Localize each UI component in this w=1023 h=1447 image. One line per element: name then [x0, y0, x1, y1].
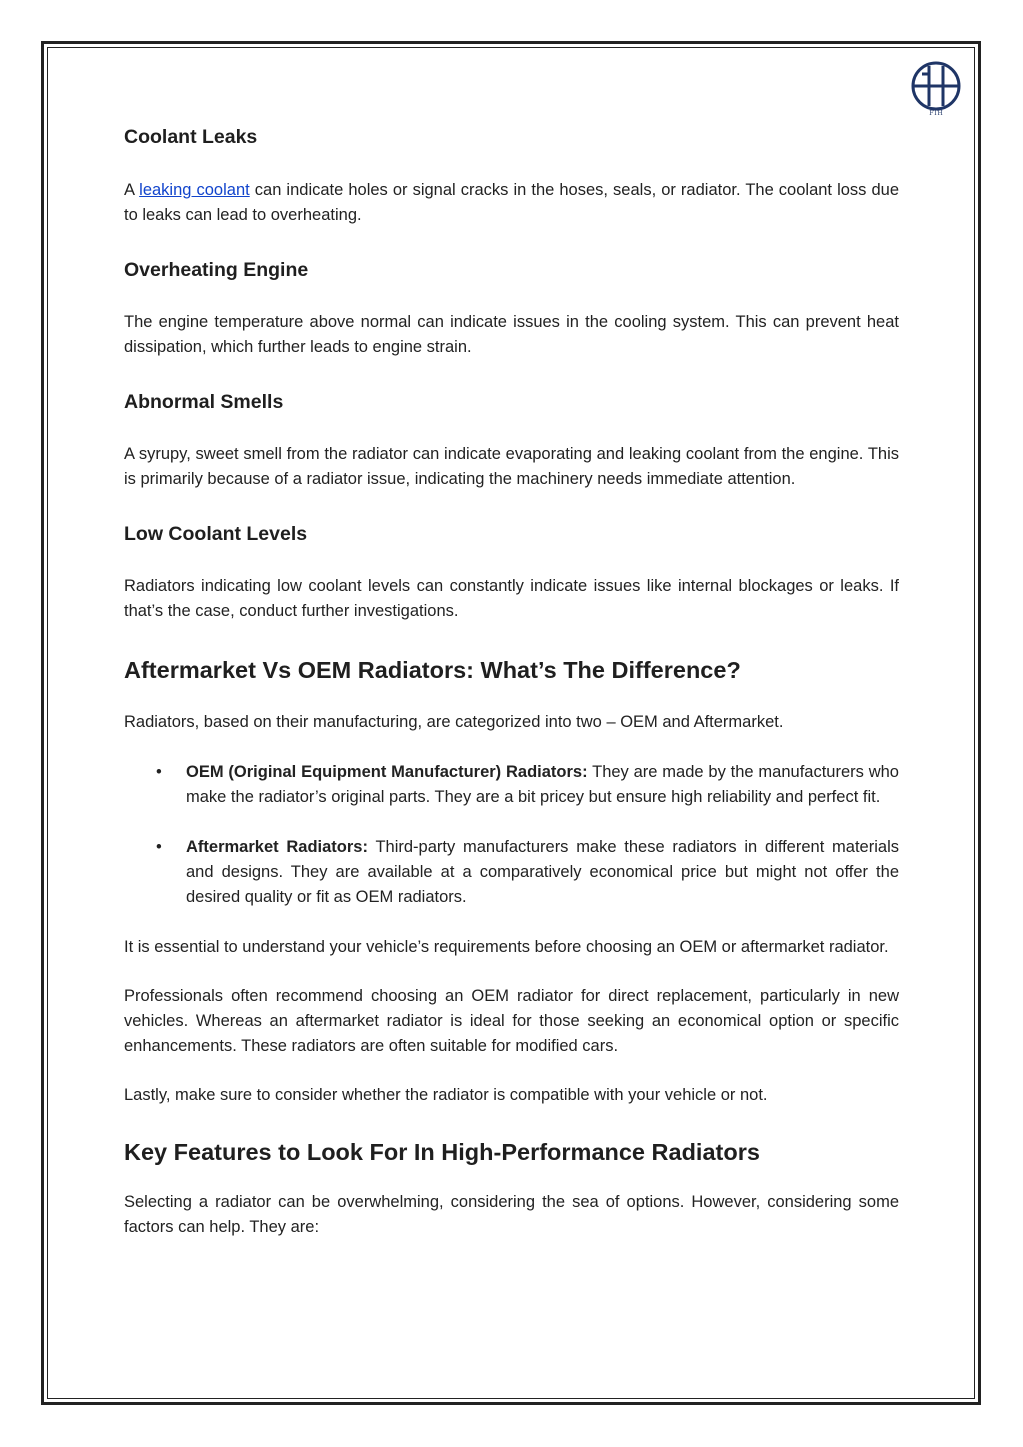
- list-item-text: They are made by the manufacturers who make the radiator’s original parts. They are a bit pricey but ensure high reliability and perfect fit.: [186, 763, 899, 806]
- paragraph-compatibility: Lastly, make sure to consider whether the radiator is compatible with your vehicle or not.: [124, 1086, 768, 1104]
- logo-text: FTH: [929, 110, 943, 116]
- list-item-title: OEM (Original Equipment Manufacturer) Radiators:: [186, 763, 588, 781]
- list-item-aftermarket: [124, 835, 899, 910]
- paragraph-text: A: [124, 181, 140, 199]
- heading-aftermarket-vs-oem: Aftermarket Vs OEM Radiators: What’s The Difference?: [124, 657, 741, 683]
- paragraph-text: can indicate holes or signal cracks in the hoses, seals, or radiator. The coolant loss due to leaks can lead to overheating.: [124, 181, 899, 224]
- paragraph-radiator-categories: Radiators, based on their manufacturing, are categorized into two – OEM and Aftermarket.: [124, 713, 784, 731]
- paragraph-professionals-recommend: Professionals often recommend choosing an OEM radiator for direct replacement, particularly in new vehicles. Whereas an aftermarket radiator is ideal for those seeking an economical option or specific enhancements. These radiators are often suitable for modified cars.: [124, 987, 899, 1055]
- heading-coolant-leaks: Coolant Leaks: [124, 126, 258, 148]
- leaking-coolant-link[interactable]: leaking coolant: [139, 181, 250, 199]
- paragraph-overheating-engine: The engine temperature above normal can indicate issues in the cooling system. This can prevent heat dissipation, which further leads to engine strain.: [124, 313, 899, 356]
- heading-low-coolant-levels: Low Coolant Levels: [124, 523, 308, 545]
- document-body: [124, 122, 899, 1240]
- list-item-text: Third-party manufacturers make these radiators in different materials and designs. They are available at a comparatively economical price but might not offer the desired quality or fit as OEM radiators.: [186, 838, 899, 906]
- list-item-title: Aftermarket Radiators:: [186, 838, 368, 856]
- bullet-icon: •: [156, 763, 162, 781]
- list-item-oem: [124, 760, 899, 810]
- heading-abnormal-smells: Abnormal Smells: [124, 391, 284, 413]
- heading-key-features: Key Features to Look For In High-Performance Radiators: [124, 1139, 760, 1165]
- paragraph-coolant-leaks: [124, 178, 899, 228]
- paragraph-abnormal-smells: A syrupy, sweet smell from the radiator can indicate evaporating and leaking coolant from the engine. This is primarily because of a radiator issue, indicating the machinery needs immediate attention.: [124, 445, 899, 488]
- paragraph-low-coolant-levels: Radiators indicating low coolant levels can constantly indicate issues like internal blockages or leaks. If that’s the case, conduct further investigations.: [124, 577, 899, 620]
- company-logo-icon: [908, 60, 964, 116]
- bullet-icon: •: [156, 838, 162, 856]
- paragraph-vehicle-requirements: It is essential to understand your vehicle’s requirements before choosing an OEM or aftermarket radiator.: [124, 938, 889, 956]
- paragraph-selecting-radiator: Selecting a radiator can be overwhelming, considering the sea of options. However, considering some factors can help. They are:: [124, 1193, 899, 1236]
- radiator-types-list: [124, 760, 899, 910]
- heading-overheating-engine: Overheating Engine: [124, 259, 309, 281]
